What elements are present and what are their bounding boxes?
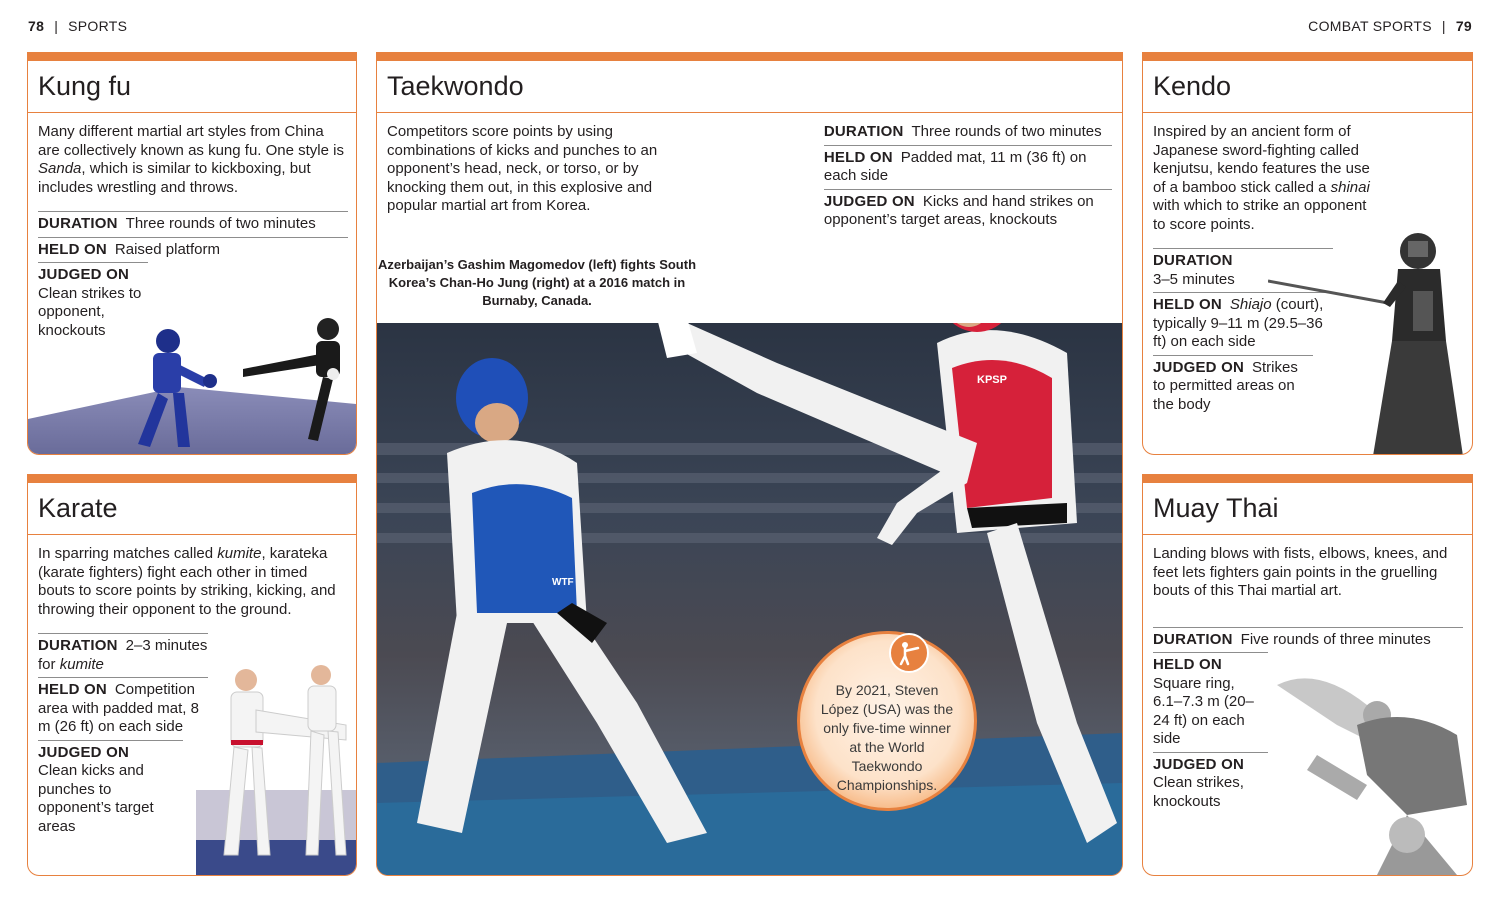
svg-text:WTF: WTF — [552, 577, 574, 588]
karate-panel — [27, 474, 357, 876]
duration-row: DURATION Three rounds of two minutes — [823, 123, 1102, 140]
karate-illustration — [196, 640, 356, 875]
kendo-title: Kendo — [1143, 61, 1472, 113]
karate-facts — [38, 633, 208, 839]
muaythai-title: Muay Thai — [1143, 483, 1472, 535]
muaythai-panel — [1142, 474, 1473, 876]
fact-circle — [797, 631, 977, 811]
muaythai-illustration — [1257, 665, 1472, 875]
duration-row: DURATION Three rounds of two minutes — [38, 211, 348, 237]
judged-on-row: JUDGED ON Clean kicks and punches to opponent’s target areas — [38, 740, 183, 840]
kendo-intro: Inspired by an ancient form of Japanese sword-fighting called kenjutsu, kendo features the use of a bamboo stick called a shinai with which to strike an opponent to score points. — [1153, 123, 1370, 233]
held-on-row: HELD ON Square ring, 6.1–7.3 m (20–24 ft) on each side — [1153, 652, 1268, 752]
svg-text:KPSP: KPSP — [977, 374, 1007, 386]
kungfu-intro: Many different martial art styles from China are collectively known as kung fu. One style is Sanda, which is similar to kickboxing, but includes wrestling and throws. — [38, 123, 344, 196]
right-section-title: COMBAT SPORTS — [1308, 18, 1432, 34]
duration-row: DURATION 3–5 minutes — [1153, 248, 1333, 292]
taekwondo-intro: Competitors score points by using combinations of kicks and punches to an opponent’s head, neck, or torso, or by knocking them out, in this explosive and popular martial art from Korea. — [387, 123, 658, 214]
muaythai-intro: Landing blows with fists, elbows, knees, and feet lets fighters gain points in the gruelling bouts of this Thai martial art. — [1153, 545, 1448, 599]
karate-intro: In sparring matches called kumite, karateka (karate fighters) fight each other in timed bouts to score points by striking, kicking, and throwing their opponent to the ground. — [38, 545, 336, 618]
kendo-illustration — [1268, 221, 1468, 455]
header-separator: | — [54, 18, 59, 34]
photo-caption: Azerbaijan’s Gashim Magomedov (left) fights South Korea’s Chan-Ho Jung (right) at a 2016 match in Burnaby, Canada. — [377, 257, 697, 308]
held-on-row: HELD ON Competition area with padded mat, 8 m (26 ft) on each side — [38, 677, 208, 740]
judged-on-row: JUDGED ON Clean strikes to opponent, knockouts — [38, 262, 148, 343]
taekwondo-title: Taekwondo — [377, 61, 1122, 113]
left-section-title: SPORTS — [68, 18, 128, 34]
judged-on-row: JUDGED ON Strikes to permitted areas on the body — [1153, 355, 1313, 418]
left-page-number: 78 — [28, 18, 45, 34]
taekwondo-photo — [377, 323, 1122, 876]
held-on-row: HELD ON Shiajo (court), typically 9–11 m (29.5–36 ft) on each side — [1153, 292, 1333, 355]
karate-title: Karate — [28, 483, 356, 535]
right-page-header — [1308, 18, 1472, 34]
kendo-panel — [1142, 52, 1473, 455]
kungfu-panel — [27, 52, 357, 455]
held-on-row: HELD ON Padded mat, 11 m (36 ft) on each side — [824, 145, 1112, 189]
red-helmet — [917, 323, 1037, 343]
kick-icon — [889, 633, 929, 673]
taekwondo-panel — [376, 52, 1123, 876]
taekwondo-facts — [824, 123, 1112, 233]
right-page-number: 79 — [1455, 18, 1472, 34]
judged-on-row: JUDGED ON Clean strikes, knockouts — [1153, 752, 1268, 815]
kungfu-title: Kung fu — [28, 61, 356, 113]
held-on-row: HELD ON Raised platform — [38, 237, 348, 263]
fact-text: By 2021, Steven López (USA) was the only five-time winner at the World Taekwondo Championships. — [820, 682, 954, 793]
judged-on-row: JUDGED ON Kicks and hand strikes on opponent’s target areas, knockouts — [824, 189, 1112, 233]
left-page-header — [28, 18, 127, 34]
header-separator: | — [1441, 18, 1446, 34]
duration-row: DURATION Five rounds of three minutes — [1153, 627, 1463, 653]
duration-row: DURATION 2–3 minutes for kumite — [38, 633, 208, 677]
kungfu-illustration — [28, 269, 356, 454]
